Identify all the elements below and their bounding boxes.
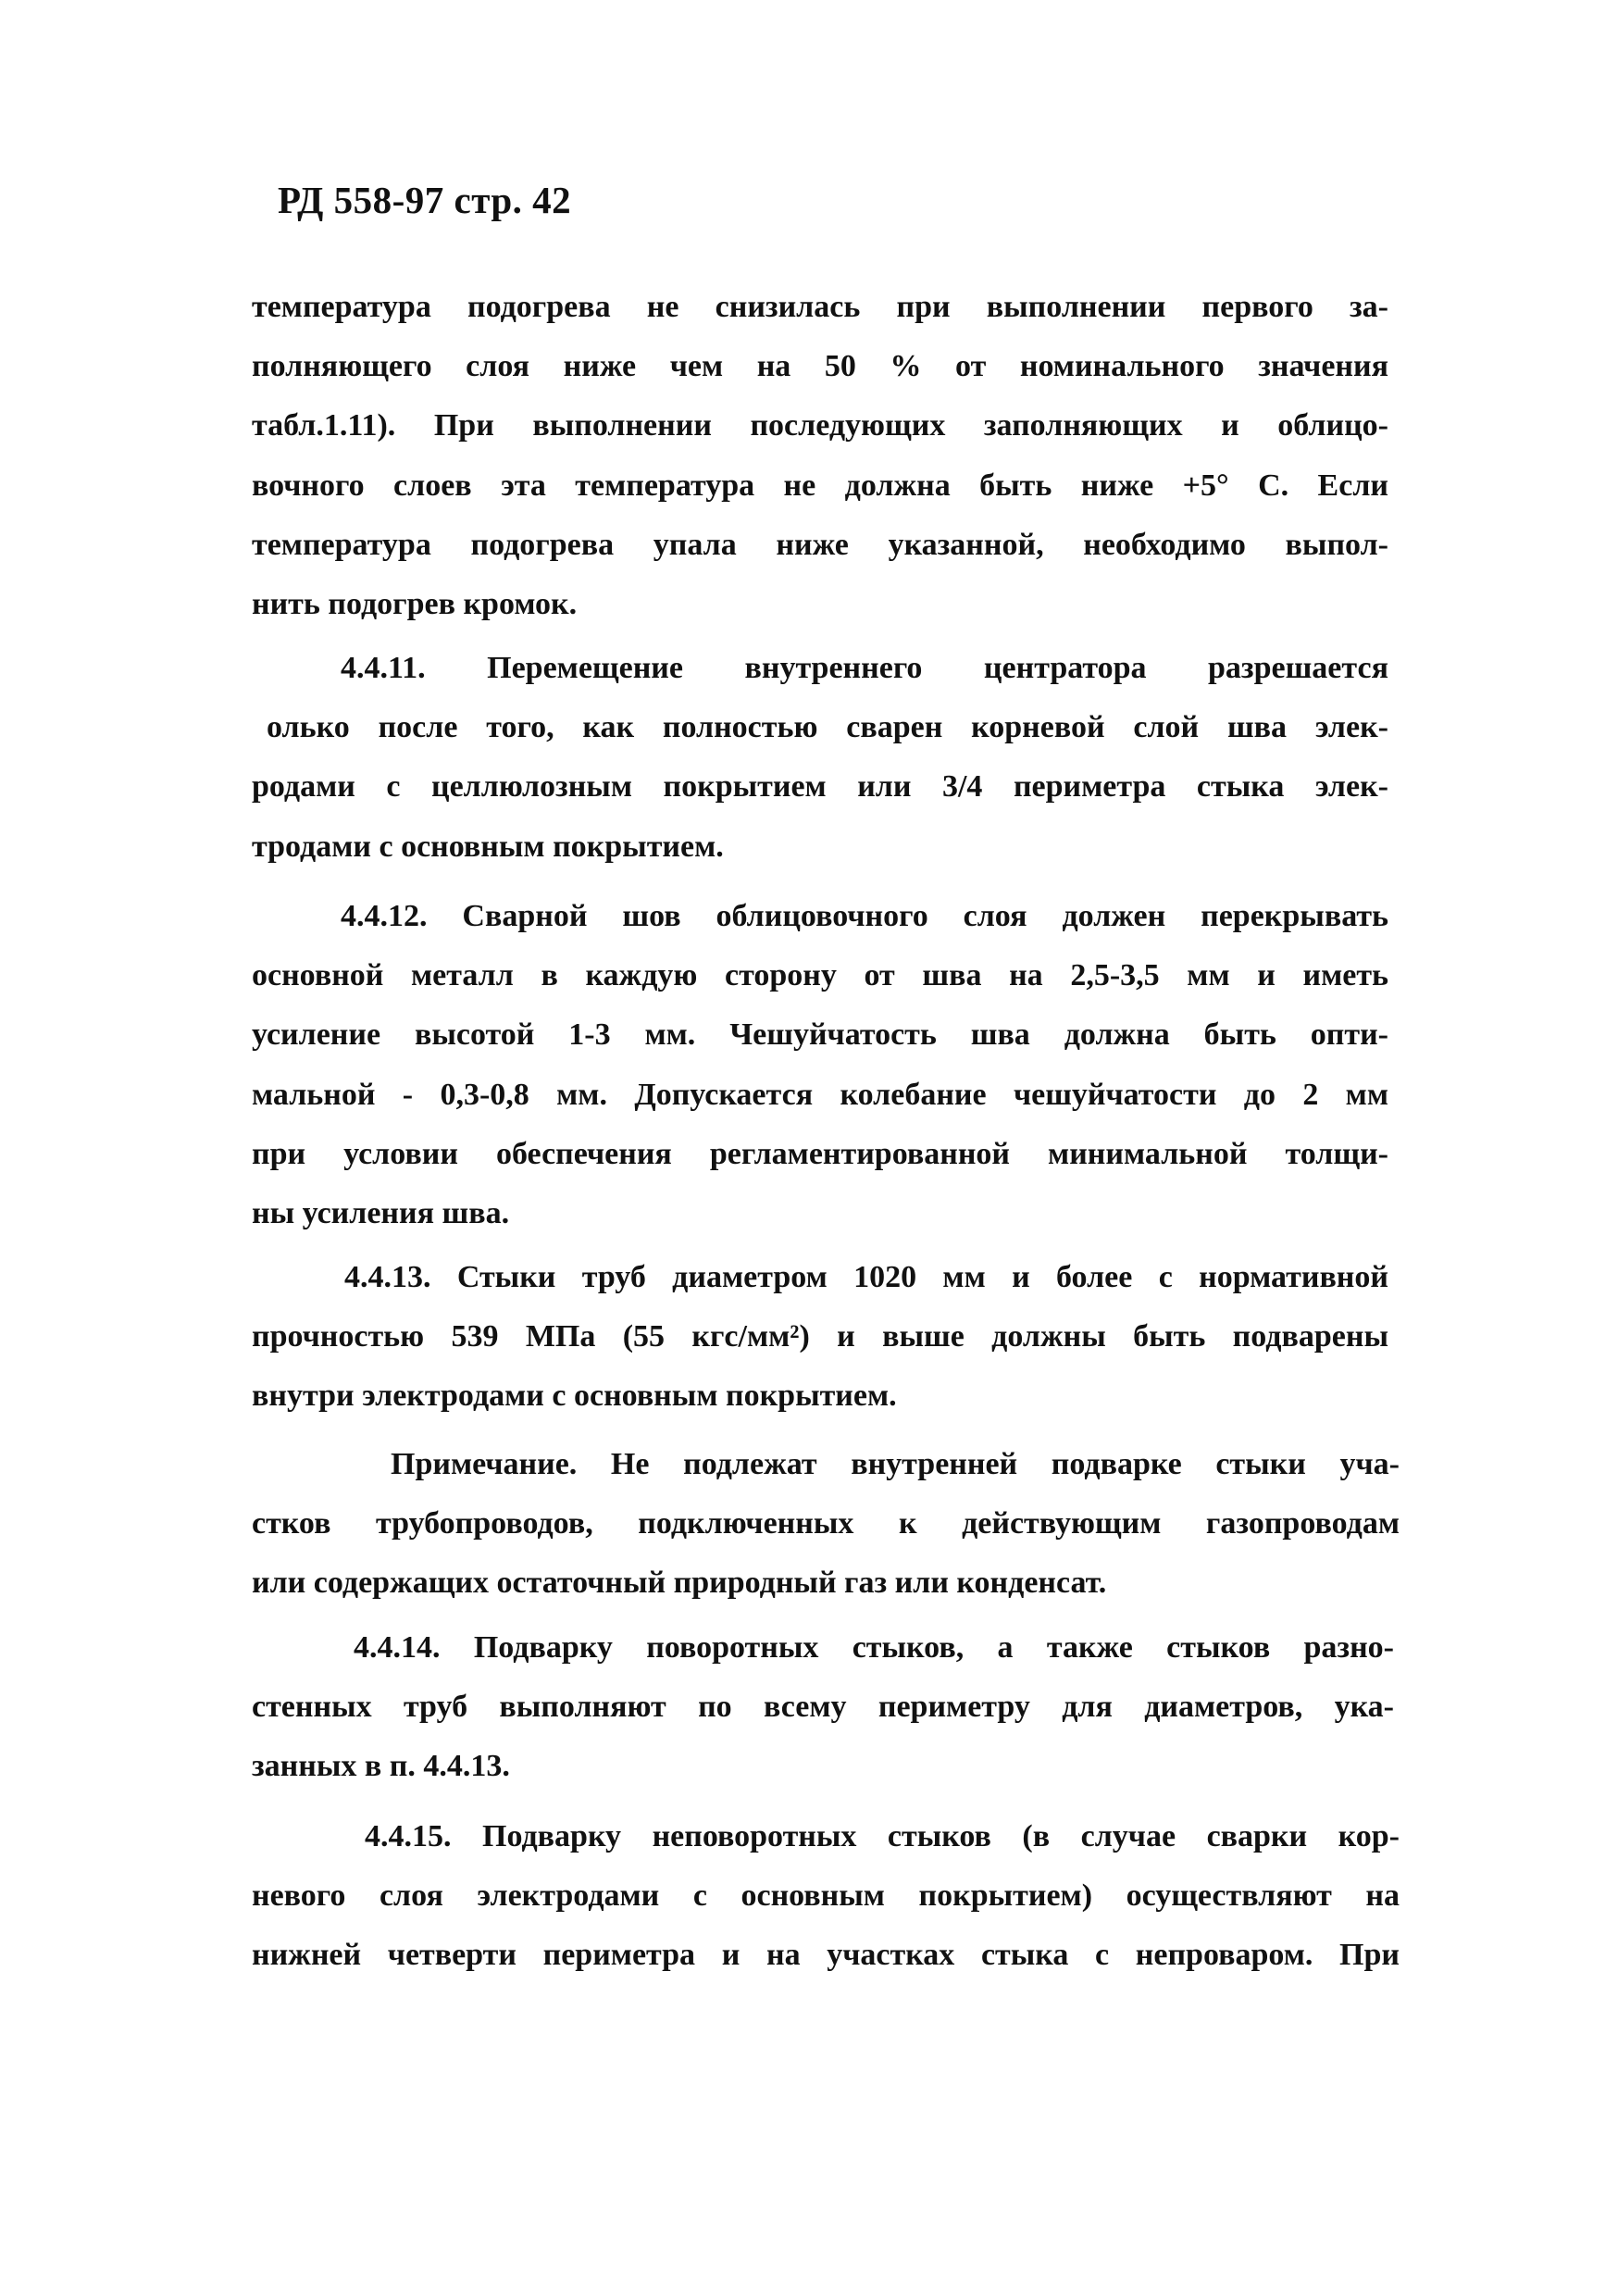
text-line: Примечание. Не подлежат внутренней подварке стыки уча- [391, 1447, 1400, 1481]
paragraph-4-4-12 [252, 887, 1388, 1243]
text-line: невого слоя электродами с основным покрытием) осуществляют на [252, 1878, 1400, 1914]
text-line: занных в п. 4.4.13. [252, 1749, 510, 1784]
text-line: 4.4.14. Подварку поворотных стыков, а также стыков разно- [354, 1630, 1394, 1665]
text-line: мальной - 0,3-0,8 мм. Допускается колебание чешуйчатости до 2 мм [252, 1077, 1388, 1112]
paragraph-continuation [252, 278, 1388, 634]
text-line: внутри электродами с основным покрытием. [252, 1379, 897, 1414]
running-head: РД 558-97 стр. 42 [278, 179, 572, 221]
text-line: нить подогрев кромок. [252, 587, 578, 622]
text-line: прочностью 539 МПа (55 кгс/мм²) и выше должны быть подварены [252, 1319, 1388, 1354]
text-line: 4.4.13. Стыки труб диаметром 1020 мм и более с нормативной [344, 1260, 1388, 1294]
text-line: температура подогрева упала ниже указанной, необходимо выпол- [252, 527, 1388, 562]
text-line: основной металл в каждую сторону от шва на 2,5-3,5 мм и иметь [252, 958, 1388, 993]
text-line: температура подогрева не снизилась при выполнении первого за- [252, 290, 1388, 324]
text-line: при условии обеспечения регламентированной минимальной толщи- [252, 1136, 1388, 1171]
text-line: усиление высотой 1-3 мм. Чешуйчатость шва должна быть опти- [252, 1017, 1388, 1053]
paragraph-4-4-13 [252, 1248, 1388, 1427]
text-line: 4.4.12. Сварной шов облицовочного слоя должен перекрывать [341, 899, 1388, 933]
text-line: или содержащих остаточный природный газ или конденсат. [252, 1566, 1107, 1601]
paragraph-4-4-15 [252, 1807, 1400, 1986]
text-line: табл.1.11). При выполнении последующих заполняющих и облицо- [252, 408, 1388, 443]
text-line: 4.4.11. Перемещение внутреннего центратора разрешается [341, 651, 1388, 685]
paragraph-4-4-14 [252, 1618, 1394, 1797]
text-line: вочного слоев эта температура не должна быть ниже +5° С. Если [252, 468, 1388, 503]
text-line: ны усиления шва. [252, 1196, 510, 1231]
text-line: тродами с основным покрытием. [252, 829, 724, 864]
text-line: стенных труб выполняют по всему периметру для диаметров, ука- [252, 1690, 1394, 1725]
text-line: олько после того, как полностью сварен корневой слой шва элек- [267, 710, 1388, 745]
text-line: полняющего слоя ниже чем на 50 % от номинального значения [252, 349, 1388, 384]
text-line: родами с целлюлозным покрытием или 3/4 периметра стыка элек- [252, 769, 1388, 805]
text-line: стков трубопроводов, подключенных к действующим газопроводам [252, 1506, 1400, 1541]
note-paragraph [252, 1435, 1400, 1614]
paragraph-4-4-11 [252, 639, 1388, 877]
text-line: 4.4.15. Подварку неповоротных стыков (в случае сварки кор- [365, 1819, 1400, 1853]
text-line: нижней четверти периметра и на участках стыка с непроваром. При [252, 1938, 1400, 1973]
